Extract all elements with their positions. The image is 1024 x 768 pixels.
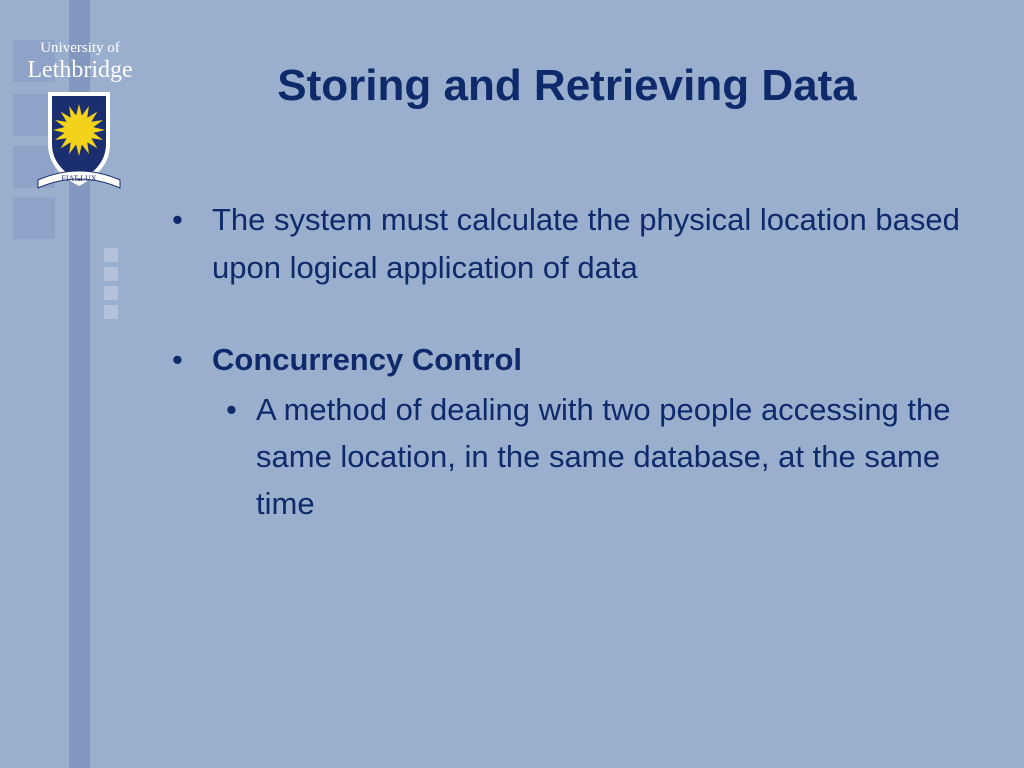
decorative-square — [13, 197, 55, 239]
decorative-square — [104, 248, 118, 262]
bullet-marker: • — [172, 202, 183, 237]
slide-body — [168, 196, 968, 527]
bullet-text: The system must calculate the physical location based upon logical application of data — [212, 202, 960, 285]
decorative-square — [69, 626, 90, 645]
decorative-square — [69, 734, 90, 768]
bullet-marker: • — [172, 342, 183, 377]
decorative-square — [104, 305, 118, 319]
university-logo — [20, 40, 140, 200]
bullet-item — [168, 336, 968, 384]
decorative-square — [69, 679, 90, 698]
bullet-marker: • — [226, 392, 237, 427]
bullet-text: Concurrency Control — [212, 342, 523, 377]
decorative-square — [104, 267, 118, 281]
slide-title: Storing and Retrieving Data — [277, 61, 857, 110]
logo-text-line1: University of — [40, 40, 120, 56]
decorative-square — [69, 706, 90, 725]
decorative-square — [104, 286, 118, 300]
bullet-item — [168, 196, 968, 292]
logo-text-line2: Lethbridge — [27, 57, 133, 83]
sub-bullet-item — [168, 386, 968, 527]
logo-motto: FIAT LUX — [61, 174, 97, 183]
crest-icon — [36, 88, 122, 198]
decorative-square — [69, 652, 90, 671]
sub-bullet-text: A method of dealing with two people accessing the same location, in the same database, at the same time — [256, 392, 951, 521]
